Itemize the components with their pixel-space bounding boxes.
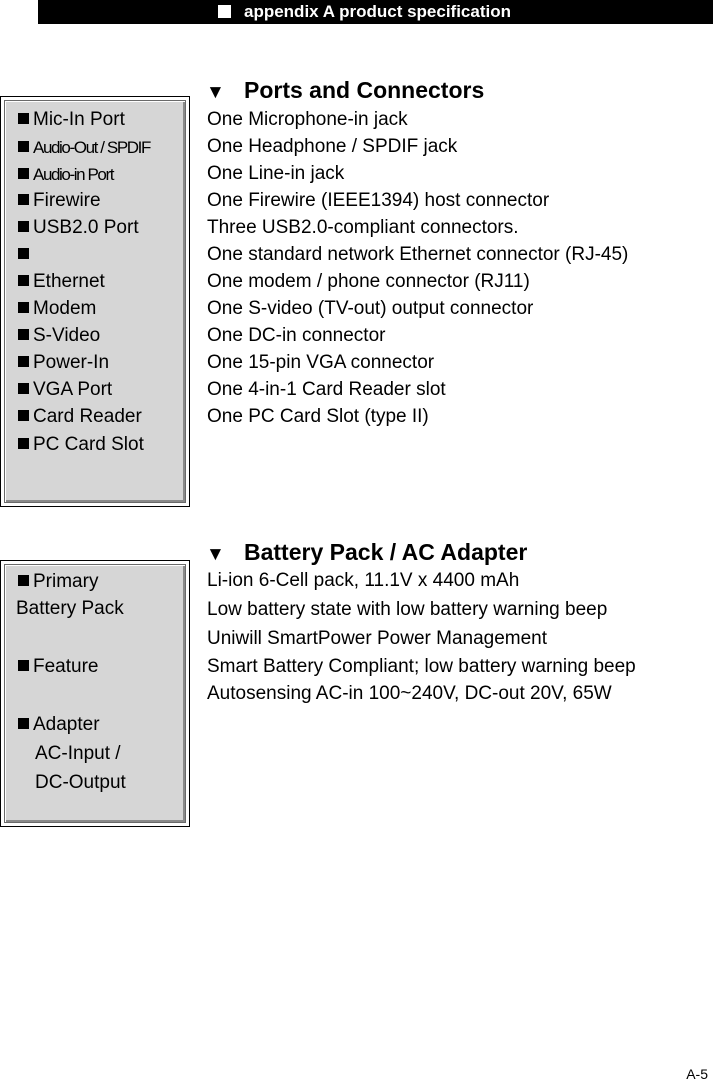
square-icon xyxy=(218,5,231,18)
battery-label-adapter: Adapter xyxy=(18,714,100,736)
battery-value: Autosensing AC-in 100~240V, DC-out 20V, 65W xyxy=(207,683,612,704)
ports-label: Audio-in Port xyxy=(18,164,113,186)
bullet-icon xyxy=(18,329,29,340)
section-header-bar xyxy=(38,0,713,24)
ports-label: Firewire xyxy=(18,190,101,212)
battery-label-adapter-dc: DC-Output xyxy=(35,772,126,793)
battery-title-text: Battery Pack / AC Adapter xyxy=(244,539,528,565)
bullet-icon xyxy=(18,410,29,421)
battery-value: Low battery state with low battery warning beep xyxy=(207,599,608,620)
battery-label-primary: Primary xyxy=(18,571,98,593)
bullet-icon xyxy=(18,194,29,205)
battery-value: Li-ion 6-Cell pack, 11.1V x 4400 mAh xyxy=(207,570,520,591)
ports-label: Audio-Out / SPDIF xyxy=(18,137,150,159)
ports-label: Power-In xyxy=(18,352,109,374)
ports-value: One 15-pin VGA connector xyxy=(207,352,435,373)
bullet-icon xyxy=(18,718,29,729)
ports-label: Modem xyxy=(18,298,96,320)
bullet-icon xyxy=(18,141,29,152)
bullet-icon xyxy=(18,302,29,313)
ports-value: One 4-in-1 Card Reader slot xyxy=(207,379,446,400)
battery-label-primary-cont: Battery Pack xyxy=(16,598,124,619)
ports-value: One PC Card Slot (type II) xyxy=(207,406,429,427)
ports-label: S-Video xyxy=(18,325,100,347)
bullet-icon xyxy=(18,248,29,259)
ports-value: One S-video (TV-out) output connector xyxy=(207,298,534,319)
ports-label xyxy=(18,244,33,266)
ports-value: Three USB2.0-compliant connectors. xyxy=(207,217,519,238)
battery-value: Smart Battery Compliant; low battery warning beep xyxy=(207,656,636,677)
ports-label: Mic-In Port xyxy=(18,109,125,131)
bullet-icon xyxy=(18,383,29,394)
battery-value: Uniwill SmartPower Power Management xyxy=(207,628,548,649)
battery-label-adapter-ac: AC-Input / xyxy=(35,743,121,764)
ports-value: One Firewire (IEEE1394) host connector xyxy=(207,190,550,211)
bullet-icon xyxy=(18,356,29,367)
down-triangle-icon: ▼ xyxy=(206,544,225,565)
ports-value: One standard network Ethernet connector (RJ-45) xyxy=(207,244,629,265)
bullet-icon xyxy=(18,113,29,124)
ports-value: One Microphone-in jack xyxy=(207,109,408,130)
ports-label: Ethernet xyxy=(18,271,105,293)
ports-value: One DC-in connector xyxy=(207,325,386,346)
ports-section-title xyxy=(206,77,484,104)
page-number: A-5 xyxy=(686,1066,708,1082)
bullet-icon xyxy=(18,575,29,586)
battery-label-feature: Feature xyxy=(18,656,98,678)
ports-value: One modem / phone connector (RJ11) xyxy=(207,271,530,292)
ports-label: PC Card Slot xyxy=(18,434,144,456)
ports-label: Card Reader xyxy=(18,406,142,428)
ports-label: USB2.0 Port xyxy=(18,217,139,239)
bullet-icon xyxy=(18,275,29,286)
ports-label: VGA Port xyxy=(18,379,112,401)
header-title: appendix A product specification xyxy=(244,2,511,21)
down-triangle-icon: ▼ xyxy=(206,82,225,103)
ports-value: One Line-in jack xyxy=(207,163,345,184)
bullet-icon xyxy=(18,438,29,449)
ports-value: One Headphone / SPDIF jack xyxy=(207,136,458,157)
bullet-icon xyxy=(18,660,29,671)
battery-section-title xyxy=(206,539,527,566)
bullet-icon xyxy=(18,168,29,179)
ports-title-text: Ports and Connectors xyxy=(244,77,485,103)
bullet-icon xyxy=(18,221,29,232)
